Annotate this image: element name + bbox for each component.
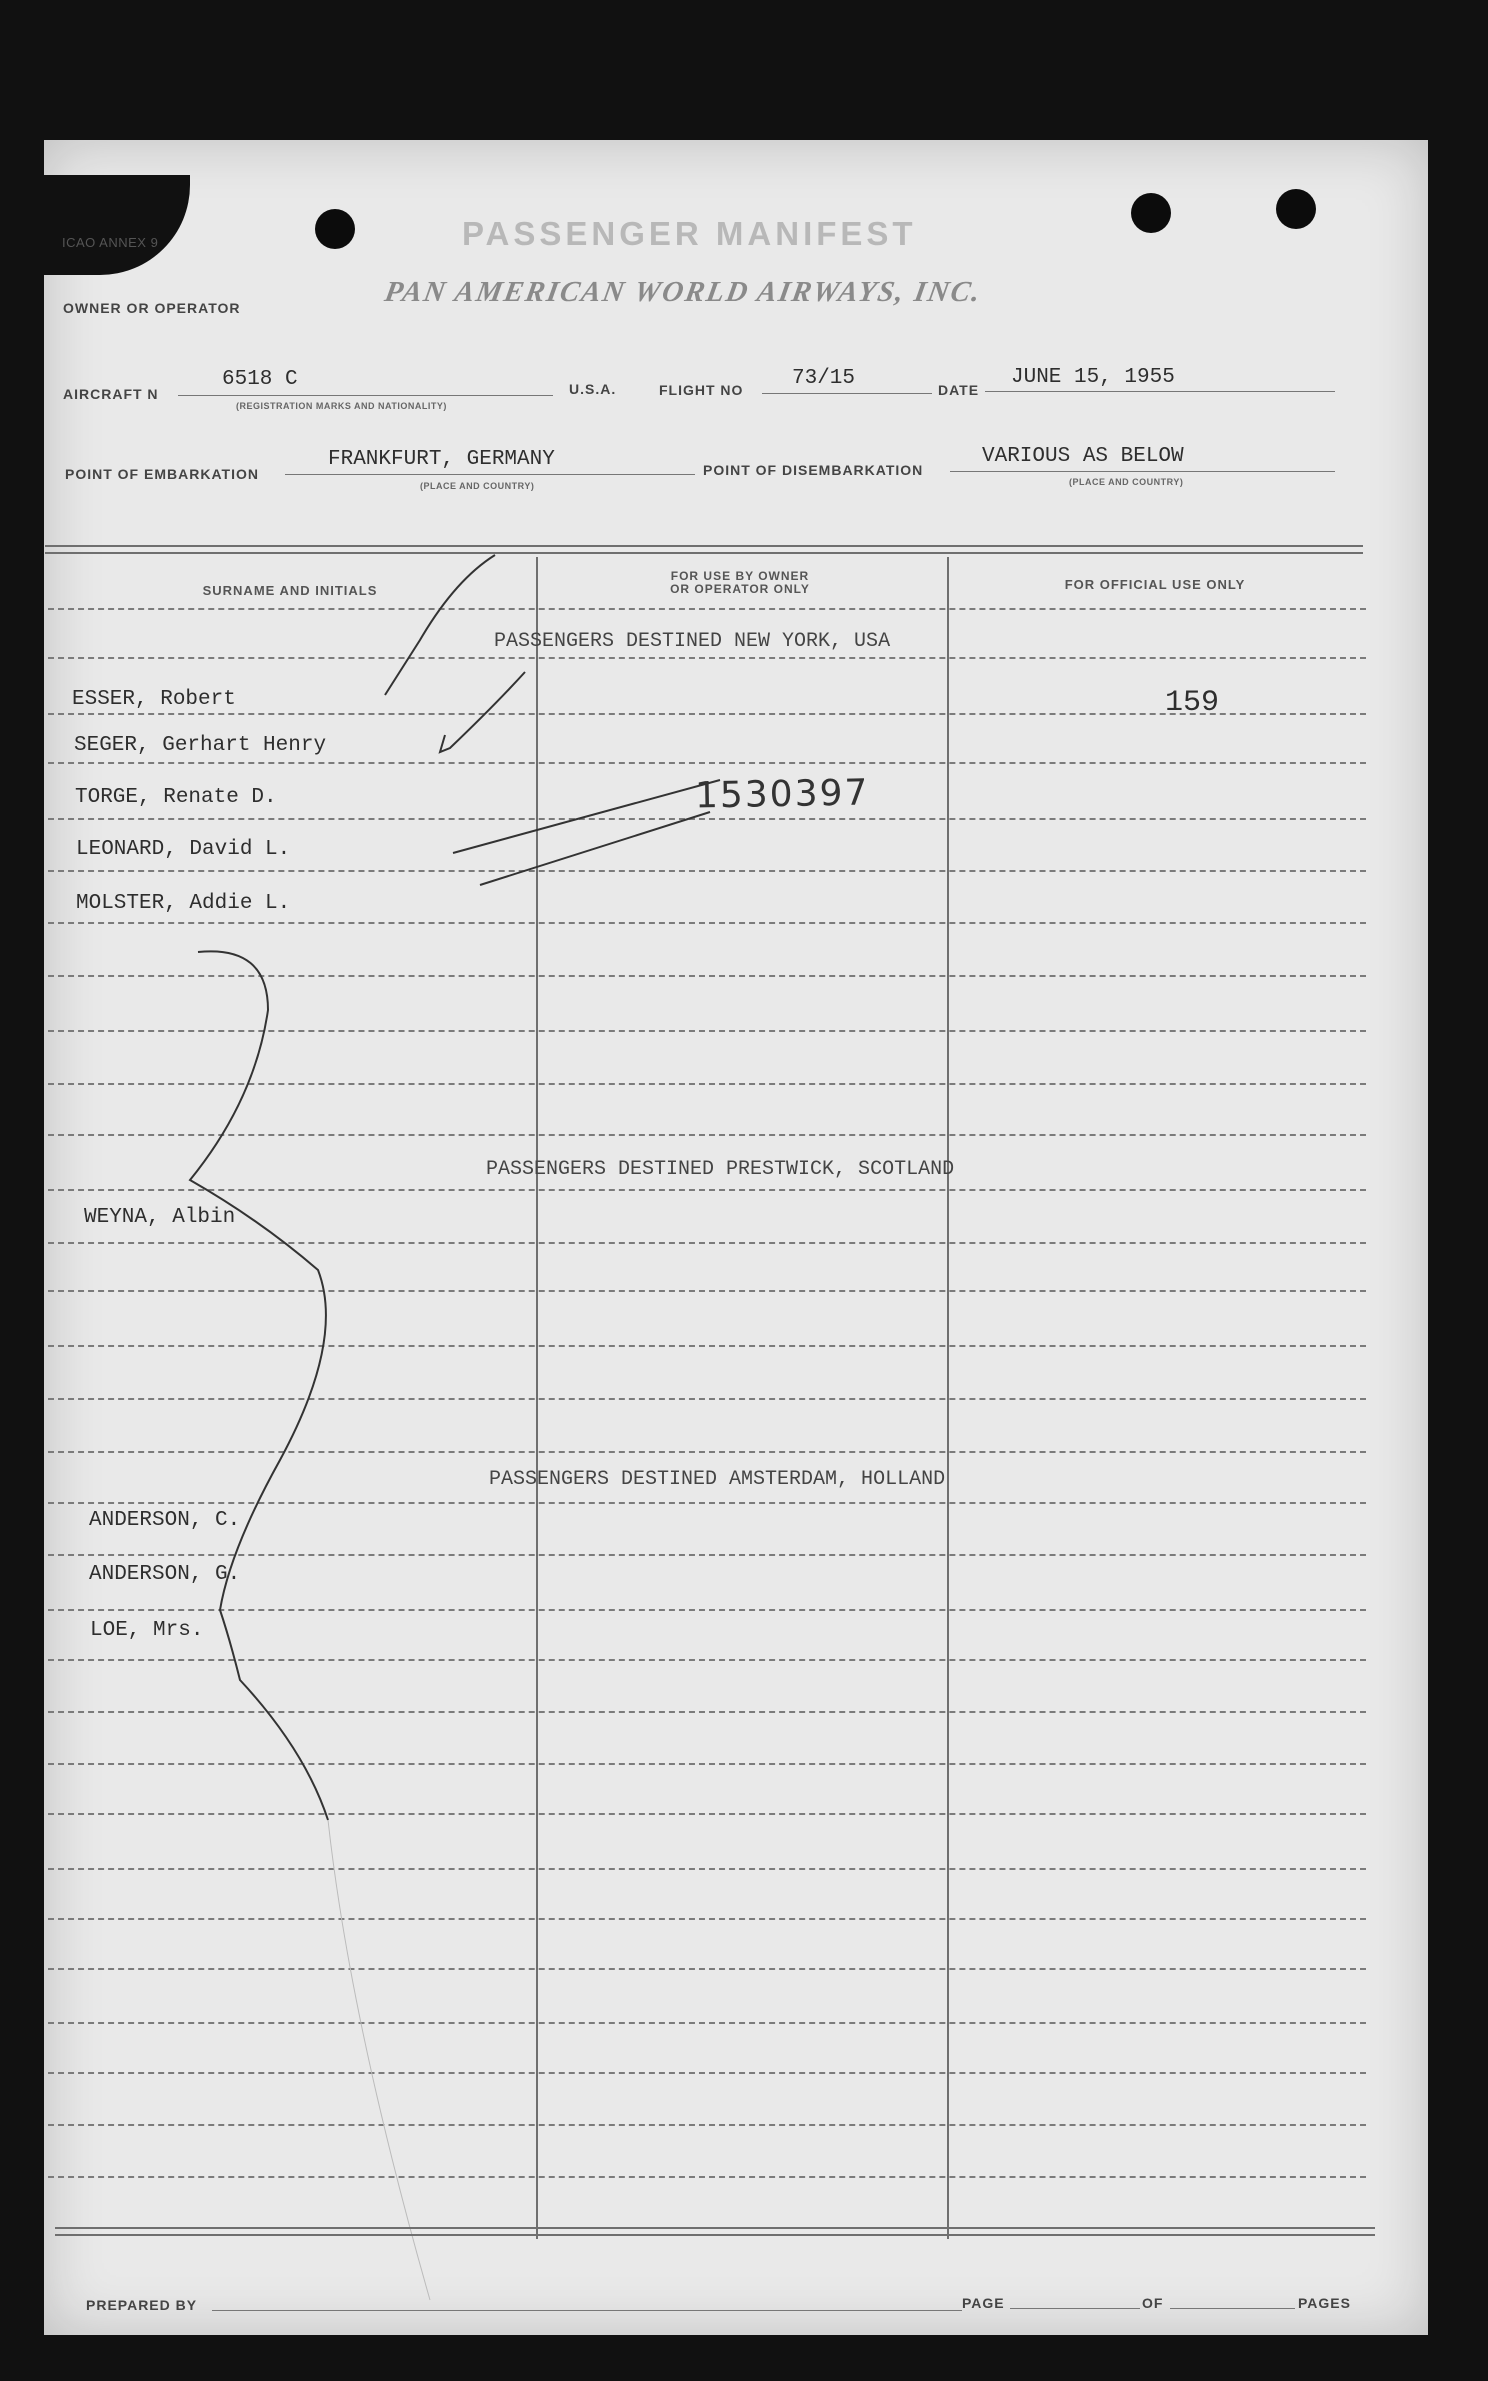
form-code: ICAO ANNEX 9 xyxy=(62,235,159,250)
passenger-name: MOLSTER, Addie L. xyxy=(76,892,291,915)
column-header-surname: SURNAME AND INITIALS xyxy=(202,583,378,598)
embark-value: FRANKFURT, GERMANY xyxy=(328,448,555,471)
connector-scribble xyxy=(190,951,328,1820)
disembark-caption: (PLACE AND COUNTRY) xyxy=(1069,477,1184,487)
aircraft-value: 6518 C xyxy=(222,368,298,391)
check-mark xyxy=(385,555,495,695)
passenger-name: TORGE, Renate D. xyxy=(75,786,277,809)
pages-label: PAGES xyxy=(1298,2295,1351,2311)
page-line xyxy=(1010,2308,1140,2309)
passenger-name: ESSER, Robert xyxy=(72,688,236,711)
embark-label: POINT OF EMBARKATION xyxy=(65,466,259,482)
section-heading-prestwick: PASSENGERS DESTINED PRESTWICK, SCOTLAND xyxy=(486,1158,955,1181)
of-line xyxy=(1170,2308,1295,2309)
flight-label: FLIGHT NO xyxy=(659,382,744,398)
date-label: DATE xyxy=(938,382,980,398)
operator-name: PAN AMERICAN WORLD AIRWAYS, INC. xyxy=(382,276,985,308)
date-value: JUNE 15, 1955 xyxy=(1011,366,1175,389)
embark-caption: (PLACE AND COUNTRY) xyxy=(420,481,535,491)
of-label: OF xyxy=(1142,2295,1164,2311)
column-header-owner-line1: FOR USE BY OWNER xyxy=(670,569,810,583)
table-bottom-rule xyxy=(55,2227,1375,2229)
passenger-name: ANDERSON, G. xyxy=(89,1563,241,1586)
strike-line xyxy=(480,812,710,885)
passenger-name: LOE, Mrs. xyxy=(90,1619,204,1642)
passenger-name: ANDERSON, C. xyxy=(89,1509,241,1532)
form-title: PASSENGER MANIFEST xyxy=(462,215,917,252)
disembark-label: POINT OF DISEMBARKATION xyxy=(703,462,924,478)
column-header-owner-line2: OR OPERATOR ONLY xyxy=(670,582,810,596)
aircraft-caption: (REGISTRATION MARKS AND NATIONALITY) xyxy=(236,401,447,411)
passenger-name: LEONARD, David L. xyxy=(76,838,291,861)
section-heading-new-york: PASSENGERS DESTINED NEW YORK, USA xyxy=(494,630,891,653)
strike-line xyxy=(453,780,720,853)
section-heading-amsterdam: PASSENGERS DESTINED AMSTERDAM, HOLLAND xyxy=(489,1468,946,1491)
passenger-name: SEGER, Gerhart Henry xyxy=(74,734,327,757)
page-label: PAGE xyxy=(962,2295,1005,2311)
owner-label: OWNER OR OPERATOR xyxy=(63,300,241,316)
handwritten-number: 1530397 xyxy=(694,772,870,817)
prepared-by-line xyxy=(212,2310,962,2311)
check-mark xyxy=(440,672,525,752)
passenger-name: WEYNA, Albin xyxy=(84,1206,236,1229)
aircraft-label: AIRCRAFT N xyxy=(63,386,159,402)
table-bottom-rule xyxy=(55,2234,1375,2236)
usa-label: U.S.A. xyxy=(569,381,617,397)
flight-value: 73/15 xyxy=(792,367,856,390)
prepared-by-label: PREPARED BY xyxy=(86,2297,198,2313)
column-header-official: FOR OFFICIAL USE ONLY xyxy=(1064,577,1246,592)
disembark-value: VARIOUS AS BELOW xyxy=(982,445,1184,468)
official-number: 159 xyxy=(1165,686,1220,720)
